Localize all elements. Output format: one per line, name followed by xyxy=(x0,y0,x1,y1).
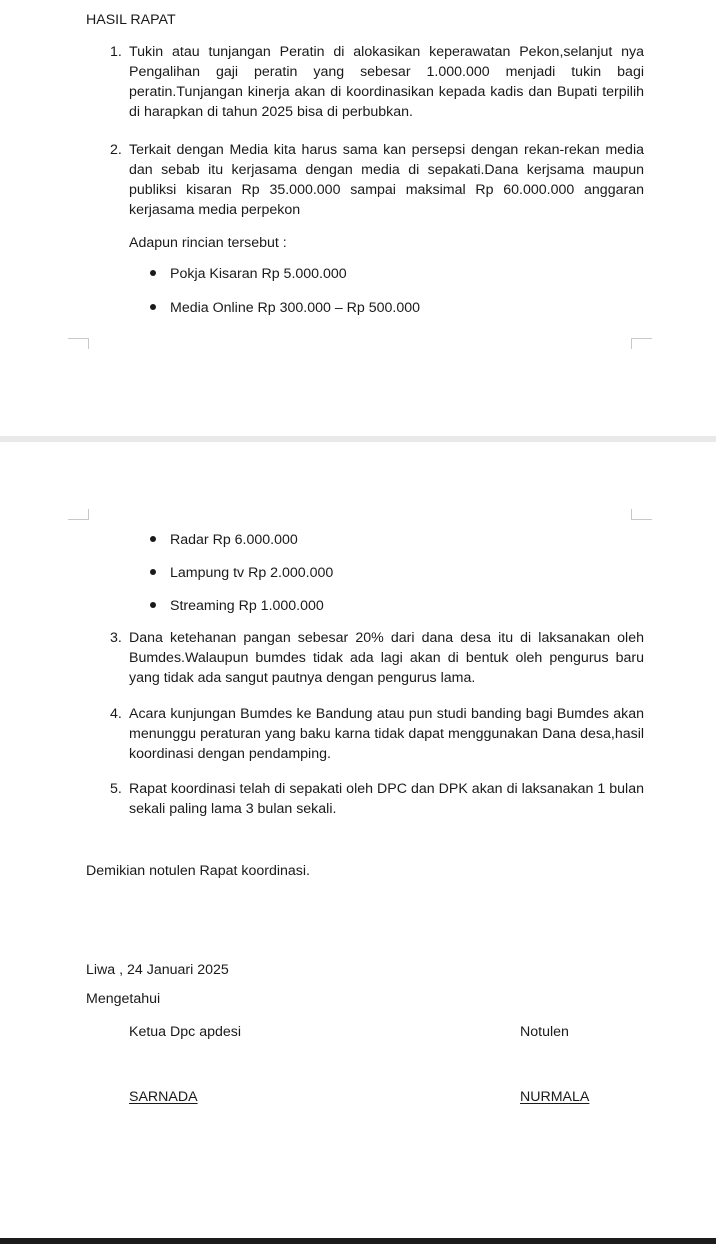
list-item-4 xyxy=(110,704,644,764)
signature-right-role: Notulen xyxy=(520,1024,569,1040)
signature-left-name: SARNADA xyxy=(129,1089,198,1105)
bullet-icon xyxy=(150,304,156,310)
bullet-item-streaming xyxy=(150,596,324,616)
bullet-text: Streaming Rp 1.000.000 xyxy=(170,598,324,614)
list-item-text: Acara kunjungan Bumdes ke Bandung atau pun studi banding bagi Bumdes akan menunggu peraturan yang baku karna tidak dapat menggunakan Dana desa,hasil koordinasi dengan pendamping. xyxy=(129,706,644,762)
bullet-icon xyxy=(150,569,156,575)
list-item-1 xyxy=(110,42,644,122)
bullet-text: Radar Rp 6.000.000 xyxy=(170,532,298,548)
page-corner-mark xyxy=(631,338,652,349)
list-item-number: 1. xyxy=(110,44,122,60)
bullet-text: Lampung tv Rp 2.000.000 xyxy=(170,565,334,581)
signature-right-name: NURMALA xyxy=(520,1089,590,1105)
bullet-item-media-online xyxy=(150,298,420,318)
page-corner-mark xyxy=(631,509,652,520)
signature-left-role: Ketua Dpc apdesi xyxy=(129,1024,241,1040)
bullet-icon xyxy=(150,602,156,608)
page-2 xyxy=(0,442,716,1238)
bullet-item-lampung-tv xyxy=(150,563,333,583)
bullet-item-pokja xyxy=(150,264,347,284)
page-corner-mark xyxy=(68,509,89,520)
list-item-number: 5. xyxy=(110,781,122,797)
bullet-item-radar xyxy=(150,530,298,550)
list-item-text: Terkait dengan Media kita harus sama kan persepsi dengan rekan-rekan media dan sebab itu kerjasama dengan media di sepakati.Dana kerjsama maupun publiksi kisaran Rp 35.000.000 sampai maksimal Rp 60.000.000 anggaran kerjasama media perpekon xyxy=(129,142,644,218)
list-item-3 xyxy=(110,628,644,688)
place-date: Liwa , 24 Januari 2025 xyxy=(86,962,229,978)
list-item-5 xyxy=(110,779,644,819)
list-item-text: Dana ketehanan pangan sebesar 20% dari dana desa itu di laksanakan oleh Bumdes.Walaupun bumdes tidak ada lagi akan di bentuk oleh pengurus baru yang tidak ada sangut pautnya dengan pengurus lama. xyxy=(129,630,644,686)
bullet-icon xyxy=(150,536,156,542)
list-item-number: 4. xyxy=(110,706,122,722)
rincian-label: Adapun rincian tersebut : xyxy=(129,235,287,251)
closing-statement: Demikian notulen Rapat koordinasi. xyxy=(86,863,310,879)
list-item-number: 2. xyxy=(110,142,122,158)
bottom-edge-bar xyxy=(0,1238,716,1244)
document-title: HASIL RAPAT xyxy=(86,12,176,28)
list-item-number: 3. xyxy=(110,630,122,646)
list-item-2 xyxy=(110,140,644,220)
bullet-text: Media Online Rp 300.000 – Rp 500.000 xyxy=(170,300,421,316)
page-1 xyxy=(0,0,716,436)
bullet-text: Pokja Kisaran Rp 5.000.000 xyxy=(170,266,347,282)
list-item-text: Tukin atau tunjangan Peratin di alokasikan keperawatan Pekon,selanjut nya Pengalihan gaji peratin yang sebesar 1.000.000 menjadi tukin bagi peratin.Tunjangan kinerja akan di koordinasikan kepada kadis dan Bupati terpilih di harapkan di tahun 2025 bisa di perbubkan. xyxy=(129,44,644,120)
bullet-icon xyxy=(150,270,156,276)
list-item-text: Rapat koordinasi telah di sepakati oleh DPC dan DPK akan di laksanakan 1 bulan sekali paling lama 3 bulan sekali. xyxy=(129,781,644,817)
page-corner-mark xyxy=(68,338,89,349)
acknowledged-label: Mengetahui xyxy=(86,991,161,1007)
